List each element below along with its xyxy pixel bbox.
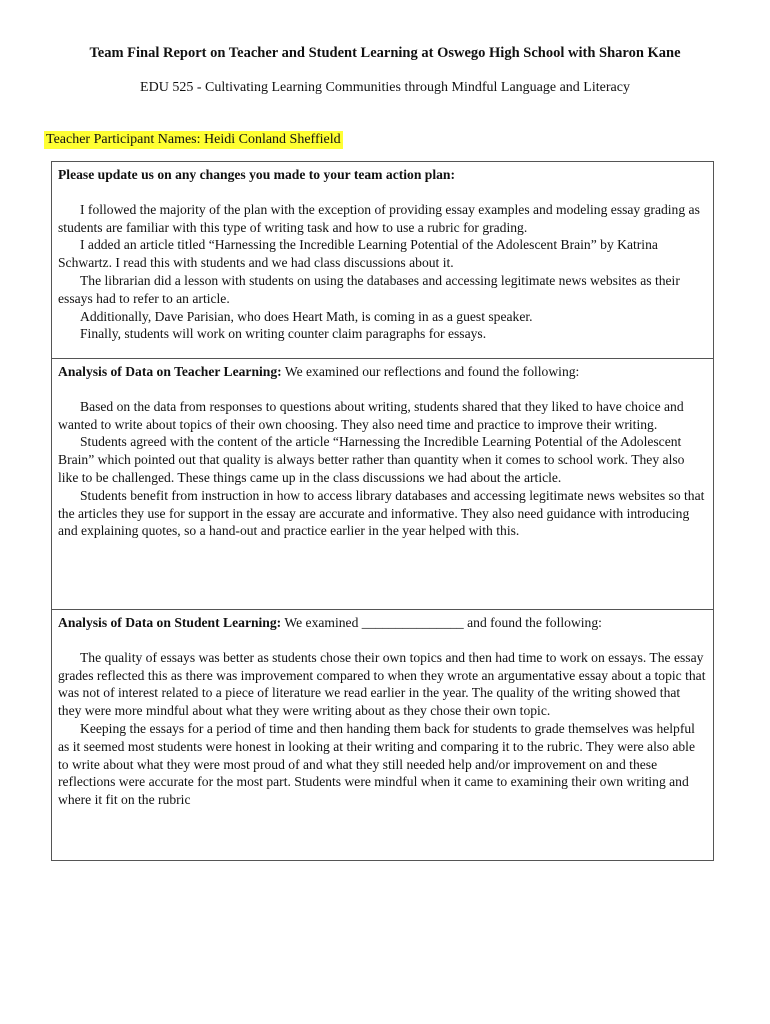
teacher-learning-paragraph: Based on the data from responses to questions about writing, students shared that they liked to have choice and wanted to write about topics of their own choosing. They also need time and practice to improve their writing.	[58, 398, 684, 432]
student-learning-cell	[52, 610, 714, 861]
teacher-learning-heading: Analysis of Data on Teacher Learning: We examined our reflections and found the following:	[58, 364, 580, 379]
action-plan-heading: Please update us on any changes you made to your team action plan:	[58, 167, 456, 182]
student-learning-heading: Analysis of Data on Student Learning: We examined _______________ and found the following:	[58, 615, 602, 630]
action-plan-cell	[52, 162, 714, 359]
teacher-learning-cell	[52, 359, 714, 610]
teacher-learning-paragraph: Students benefit from instruction in how to access library databases and accessing legitimate news websites so that the articles they use for support in the essay are accurate and informative. They also need guidance with introducing and explaining quotes, so a hand-out and practice earlier in the year helped with this.	[58, 487, 705, 539]
course-subtitle: EDU 525 - Cultivating Learning Communities through Mindful Language and Literacy	[140, 80, 630, 95]
student-learning-section	[52, 610, 714, 861]
action-plan-paragraph: I followed the majority of the plan with the exception of providing essay examples and modeling essay grading as students are familiar with this type of writing task and how to use a rubric for grading.	[58, 201, 700, 235]
report-table	[51, 161, 714, 861]
action-plan-section	[52, 162, 714, 359]
student-learning-paragraph: Keeping the essays for a period of time and then handing them back for students to grade themselves was helpful as it seemed most students were honest in looking at their writing and comparing it to the rubric. They were also able to write about what they were most proud of and what they still needed help and/or improvement on and these reflections were accurate for the most part. Students were mindful when it came to examining their own writing and where it fit on the rubric	[58, 720, 695, 808]
report-title: Team Final Report on Teacher and Student Learning at Oswego High School with Sharon Kane	[89, 45, 681, 61]
action-plan-paragraph: Additionally, Dave Parisian, who does Heart Math, is coming in as a guest speaker.	[80, 308, 533, 324]
teacher-learning-section	[52, 359, 714, 610]
teacher-participant-names: Teacher Participant Names: Heidi Conland Sheffield	[46, 132, 341, 147]
teacher-learning-paragraph: Students agreed with the content of the article “Harnessing the Incredible Learning Potential of the Adolescent Brain” which pointed out that quality is always better rather than quantity when it comes to school work. They also like to be challenged. These things came up in the class discussions we had about the article.	[58, 434, 685, 485]
action-plan-paragraph: I added an article titled “Harnessing the Incredible Learning Potential of the Adolescent Brain” by Katrina Schwartz. I read this with students and we had class discussions about it.	[58, 237, 658, 271]
student-learning-paragraph: The quality of essays was better as students chose their own topics and then had time to work on essays. The essay grades reflected this as there was improvement compared to when they wrote an argumentative essay about a topic that was not of interest related to a piece of literature we read earlier in the year. The quality of the writing showed that they were more mindful about what they were writing about as they chose their own topic.	[58, 649, 706, 719]
action-plan-paragraph: The librarian did a lesson with students on using the databases and accessing legitimate news websites as their essays had to refer to an article.	[58, 272, 680, 306]
action-plan-paragraph: Finally, students will work on writing counter claim paragraphs for essays.	[80, 326, 487, 342]
